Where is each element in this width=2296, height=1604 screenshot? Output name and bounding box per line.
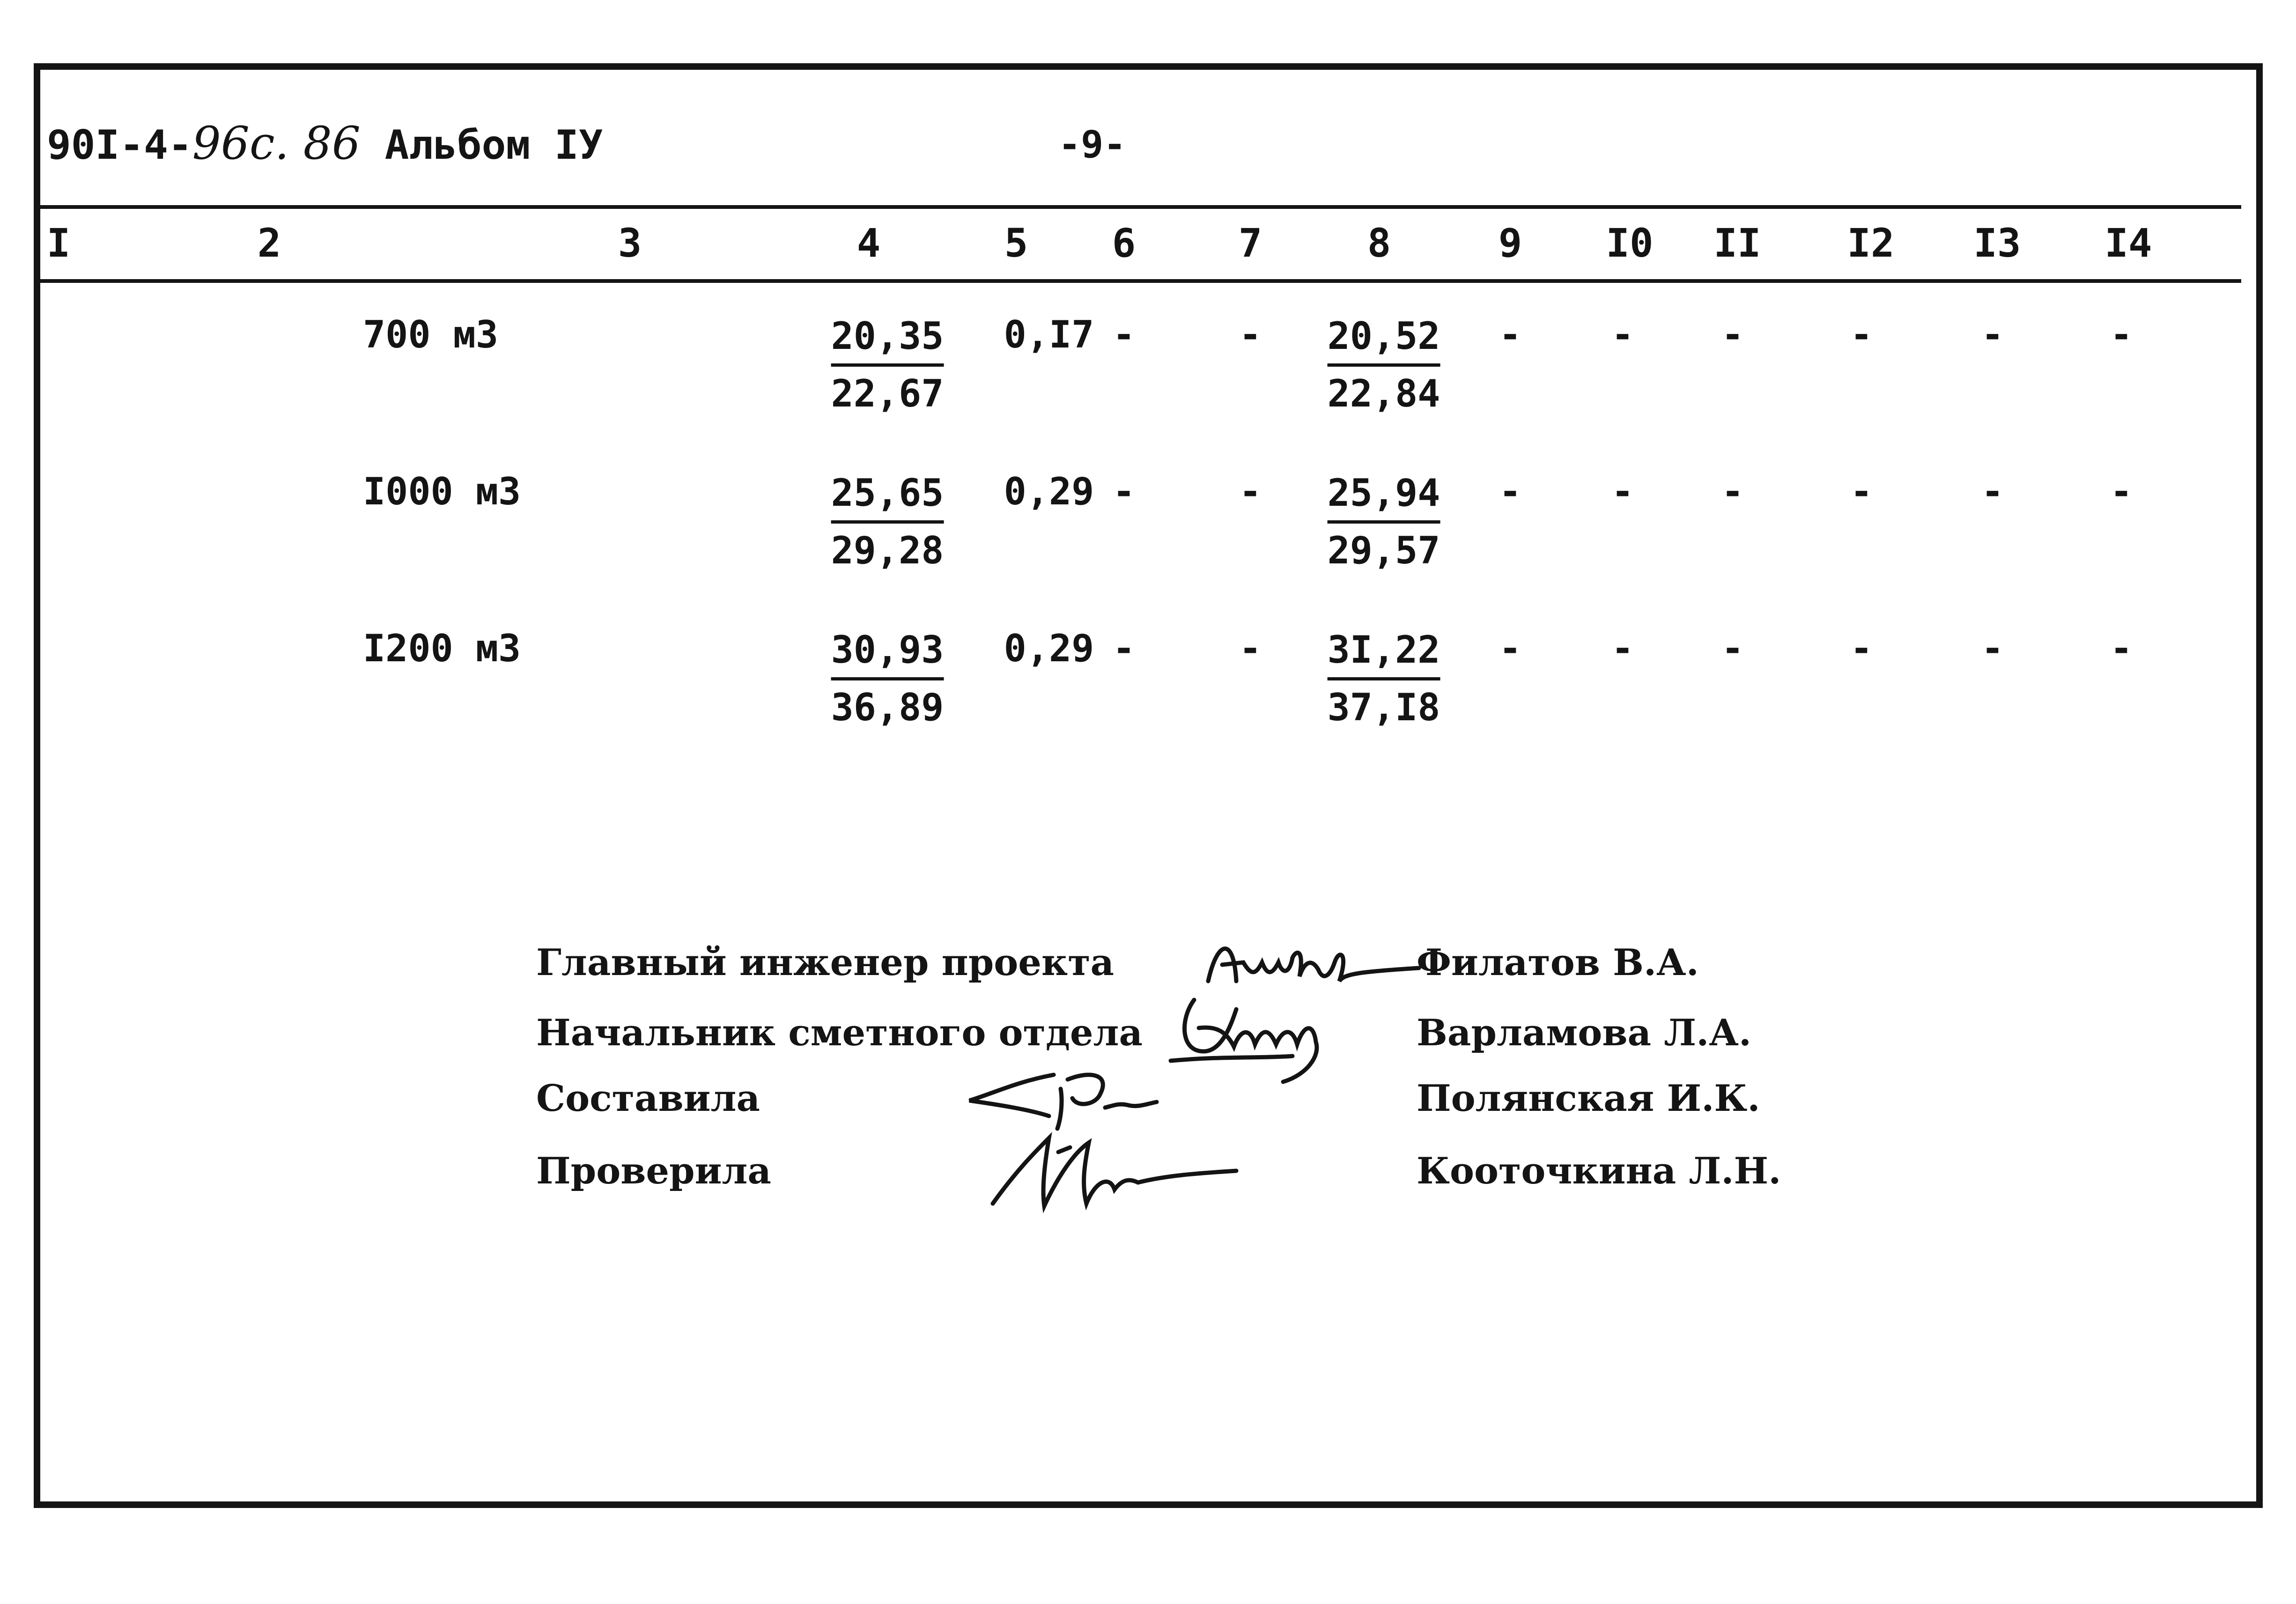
reference-handwritten: 96с. 86 (192, 117, 361, 170)
col13-value: - (1981, 470, 2004, 513)
col8-bottom-value: 22,84 (1327, 372, 1440, 415)
col8-top-value: 3I,22 (1328, 624, 1440, 680)
col6-value: - (1112, 313, 1136, 356)
column-number: I3 (1973, 220, 2021, 266)
column-number: I0 (1606, 220, 1654, 266)
col7-value: - (1239, 313, 1262, 356)
col13-value: - (1981, 313, 2004, 356)
col9-value: - (1499, 313, 1522, 356)
col10-value: - (1611, 470, 1634, 513)
col11-value: - (1721, 313, 1744, 356)
col11-value: - (1721, 470, 1744, 513)
col13-value: - (1981, 627, 2004, 670)
col9-value: - (1499, 470, 1522, 513)
header-rule-top (40, 205, 2241, 209)
col9-value: - (1499, 627, 1522, 670)
signature-role: Начальник сметного отдела (536, 1012, 1143, 1054)
header-rule-bottom (40, 279, 2241, 283)
row-label: 700 м3 (363, 313, 498, 356)
col5-value: 0,29 (1004, 470, 1094, 513)
document-reference (47, 117, 603, 170)
column-number: 5 (1004, 220, 1028, 266)
column-number: I4 (2104, 220, 2152, 266)
signature-name: Варламова Л.А. (1417, 1012, 1752, 1054)
column-number: 9 (1498, 220, 1522, 266)
signature-name: Кооточкина Л.Н. (1417, 1150, 1781, 1192)
column-number: I (46, 220, 71, 266)
col7-value: - (1239, 470, 1262, 513)
col10-value: - (1611, 313, 1634, 356)
page-number: -9- (1058, 123, 1126, 166)
col4-bottom-value: 36,89 (831, 686, 944, 729)
col8-fraction (1328, 467, 1440, 577)
signature-role: Проверила (536, 1150, 771, 1192)
col14-value: - (2110, 313, 2133, 356)
handwritten-signature-icon (951, 1061, 1213, 1131)
col8-top-value: 25,94 (1328, 467, 1440, 524)
col8-bottom-value: 37,I8 (1327, 686, 1440, 729)
column-number: 2 (257, 220, 281, 266)
col10-value: - (1611, 627, 1634, 670)
col14-value: - (2110, 627, 2133, 670)
col6-value: - (1112, 627, 1136, 670)
column-number: I2 (1847, 220, 1895, 266)
column-number: 4 (856, 220, 881, 266)
col4-top-value: 25,65 (831, 467, 944, 524)
col8-top-value: 20,52 (1328, 310, 1440, 367)
col8-bottom-value: 29,57 (1327, 529, 1440, 572)
col12-value: - (1850, 313, 1873, 356)
col4-fraction (831, 624, 944, 734)
album-label: Альбом IУ (384, 122, 603, 169)
column-number: 3 (618, 220, 642, 266)
col8-fraction (1328, 310, 1440, 420)
signature-name: Филатов В.А. (1417, 941, 1699, 984)
col14-value: - (2110, 470, 2133, 513)
signature-role: Составила (536, 1077, 760, 1120)
column-number: 8 (1367, 220, 1391, 266)
row-label: I000 м3 (363, 470, 521, 513)
col4-fraction (831, 467, 944, 577)
col5-value: 0,29 (1004, 627, 1094, 670)
col8-fraction (1328, 624, 1440, 734)
col12-value: - (1850, 627, 1873, 670)
col12-value: - (1850, 470, 1873, 513)
signature-role: Главный инженер проекта (536, 941, 1115, 984)
col4-bottom-value: 29,28 (831, 529, 944, 572)
col5-value: 0,I7 (1004, 313, 1094, 356)
col4-top-value: 30,93 (831, 624, 944, 680)
column-number: II (1713, 220, 1761, 266)
column-number: 7 (1238, 220, 1262, 266)
col4-bottom-value: 22,67 (831, 372, 944, 415)
column-number: 6 (1112, 220, 1136, 266)
col4-fraction (831, 310, 944, 420)
col4-top-value: 20,35 (831, 310, 944, 367)
col6-value: - (1112, 470, 1136, 513)
row-label: I200 м3 (363, 627, 521, 670)
handwritten-signature-icon (988, 1124, 1241, 1218)
col11-value: - (1721, 627, 1744, 670)
signature-name: Полянская И.К. (1417, 1077, 1760, 1120)
col7-value: - (1239, 627, 1262, 670)
reference-typed-prefix: 90I-4- (47, 122, 192, 169)
